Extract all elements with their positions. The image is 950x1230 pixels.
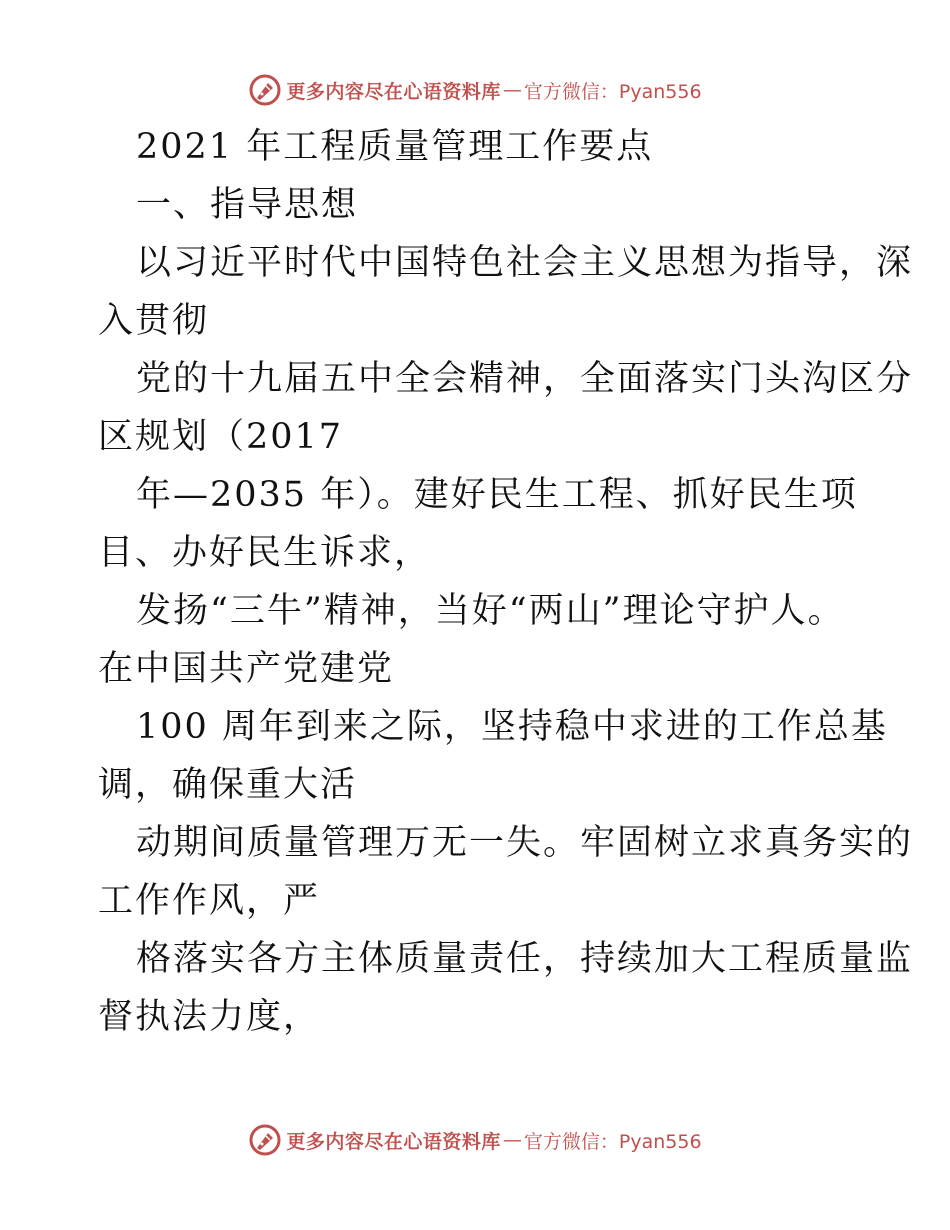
document-line: 以习近平时代中国特色社会主义思想为指导，深 bbox=[136, 243, 914, 283]
banner-dash: — bbox=[502, 1129, 522, 1151]
banner-wechat-text: 官方微信：Pyan556 bbox=[523, 1130, 702, 1153]
banner-brand-text: 更多内容尽在心语资料库 bbox=[286, 1130, 501, 1153]
document-body bbox=[98, 118, 914, 1046]
document-line: 区规划（2017 bbox=[98, 417, 344, 457]
document-line: 2021 年工程质量管理工作要点 bbox=[136, 127, 654, 167]
document-line: 在中国共产党建党 bbox=[98, 649, 395, 689]
banner-wechat-text: 官方微信：Pyan556 bbox=[523, 80, 702, 103]
document-line: 工作作风，严 bbox=[98, 881, 321, 921]
document-line: 一、指导思想 bbox=[136, 185, 359, 225]
header-banner bbox=[0, 70, 950, 110]
document-line: 目、办好民生诉求， bbox=[98, 533, 432, 573]
document-line: 督执法力度， bbox=[98, 997, 321, 1037]
document-line: 发扬“三牛”精神，当好“两山”理论守护人。 bbox=[136, 591, 845, 631]
banner-dash: — bbox=[502, 79, 522, 101]
document-line: 年—2035 年）。建好民生工程、抓好民生项 bbox=[136, 475, 858, 515]
document-line: 调，确保重大活 bbox=[98, 765, 358, 805]
document-line: 党的十九届五中全会精神，全面落实门头沟区分 bbox=[136, 359, 914, 399]
footer-banner bbox=[0, 1120, 950, 1160]
document-line: 入贯彻 bbox=[98, 301, 210, 341]
document-line: 100 周年到来之际，坚持稳中求进的工作总基 bbox=[136, 707, 888, 747]
document-line: 格落实各方主体质量责任，持续加大工程质量监 bbox=[136, 939, 914, 979]
pen-nib-logo-icon bbox=[248, 1123, 282, 1157]
document-line: 动期间质量管理万无一失。牢固树立求真务实的 bbox=[136, 823, 914, 863]
banner-brand-text: 更多内容尽在心语资料库 bbox=[286, 80, 501, 103]
pen-nib-logo-icon bbox=[248, 73, 282, 107]
